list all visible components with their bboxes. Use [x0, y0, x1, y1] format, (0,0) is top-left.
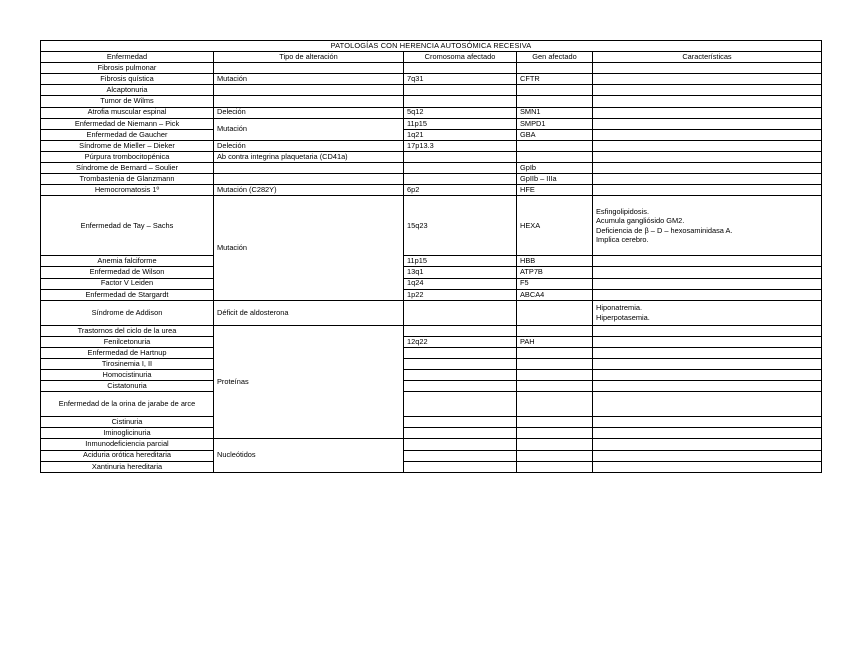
- features-cell: [593, 370, 822, 381]
- table-row: [41, 347, 822, 358]
- table-row: [41, 74, 822, 85]
- chromosome-cell: 1q24: [404, 278, 517, 289]
- type-cell: Deleción: [214, 140, 404, 151]
- features-cell: [593, 347, 822, 358]
- gene-cell: [517, 300, 593, 325]
- features-cell: [593, 196, 822, 256]
- disease-cell: Tirosinemia I, II: [41, 358, 214, 369]
- features-cell: [593, 96, 822, 107]
- gene-cell: [517, 381, 593, 392]
- table-row: [41, 96, 822, 107]
- gene-cell: GpIb: [517, 163, 593, 174]
- type-cell: Nucleótidos: [214, 439, 404, 472]
- document-sheet: [40, 40, 822, 473]
- chromosome-cell: [404, 370, 517, 381]
- chromosome-cell: [404, 347, 517, 358]
- disease-cell: Trombastenia de Glanzmann: [41, 174, 214, 185]
- table-row: [41, 107, 822, 118]
- gene-cell: GpIIb – IIIa: [517, 174, 593, 185]
- type-cell: [214, 96, 404, 107]
- gene-cell: ATP7B: [517, 267, 593, 278]
- disease-cell: Atrofia muscular espinal: [41, 107, 214, 118]
- table-row: [41, 163, 822, 174]
- table-row: [41, 151, 822, 162]
- gene-cell: [517, 151, 593, 162]
- header-row: [41, 52, 822, 63]
- disease-cell: Iminoglicinuria: [41, 428, 214, 439]
- disease-cell: Púrpura trombocitopénica: [41, 151, 214, 162]
- chromosome-cell: [404, 392, 517, 417]
- table-row: [41, 461, 822, 472]
- disease-cell: Hemocromatosis 1º: [41, 185, 214, 196]
- gene-cell: [517, 461, 593, 472]
- features-cell: [593, 289, 822, 300]
- gene-cell: [517, 428, 593, 439]
- chromosome-cell: [404, 381, 517, 392]
- table-row: [41, 196, 822, 256]
- chromosome-cell: [404, 163, 517, 174]
- gene-cell: [517, 63, 593, 74]
- features-cell: [593, 325, 822, 336]
- gene-cell: [517, 347, 593, 358]
- feature-line: Acumula gangliósido GM2.: [596, 216, 685, 226]
- disease-cell: Enfermedad de la orina de jarabe de arce: [41, 392, 214, 417]
- chromosome-cell: 1q21: [404, 129, 517, 140]
- table-row: [41, 140, 822, 151]
- disease-cell: Homocistinuria: [41, 370, 214, 381]
- type-cell: [214, 174, 404, 185]
- disease-cell: Cistatonuria: [41, 381, 214, 392]
- gene-cell: [517, 392, 593, 417]
- disease-cell: Síndrome de Addison: [41, 300, 214, 325]
- table-row: [41, 336, 822, 347]
- disease-cell: Síndrome de Bernard – Soulier: [41, 163, 214, 174]
- chromosome-cell: [404, 358, 517, 369]
- disease-cell: Trastornos del ciclo de la urea: [41, 325, 214, 336]
- type-cell: [214, 163, 404, 174]
- table-row: [41, 118, 822, 129]
- chromosome-cell: [404, 300, 517, 325]
- gene-cell: SMPD1: [517, 118, 593, 129]
- table-row: [41, 381, 822, 392]
- chromosome-cell: [404, 151, 517, 162]
- chromosome-cell: [404, 63, 517, 74]
- gene-cell: GBA: [517, 129, 593, 140]
- type-cell: Ab contra integrina plaquetaria (CD41a): [214, 151, 404, 162]
- gene-cell: PAH: [517, 336, 593, 347]
- chromosome-cell: [404, 325, 517, 336]
- gene-cell: [517, 325, 593, 336]
- features-cell: [593, 428, 822, 439]
- gene-cell: SMN1: [517, 107, 593, 118]
- gene-cell: [517, 85, 593, 96]
- features-cell: [593, 185, 822, 196]
- gene-cell: ABCA4: [517, 289, 593, 300]
- features-cell: [593, 417, 822, 428]
- chromosome-cell: 11p15: [404, 118, 517, 129]
- feature-line: Hiponatremia.: [596, 303, 643, 313]
- features-cell: [593, 461, 822, 472]
- table-row: [41, 85, 822, 96]
- chromosome-cell: 7q31: [404, 74, 517, 85]
- chromosome-cell: [404, 417, 517, 428]
- gene-cell: HEXA: [517, 196, 593, 256]
- disease-cell: Fibrosis quística: [41, 74, 214, 85]
- table-row: [41, 63, 822, 74]
- type-cell: [214, 63, 404, 74]
- disease-cell: Factor V Leiden: [41, 278, 214, 289]
- header-features: Características: [593, 52, 822, 63]
- features-cell: [593, 278, 822, 289]
- disease-cell: Anemia falciforme: [41, 256, 214, 267]
- features-cell: [593, 300, 822, 325]
- type-cell: Mutación (C282Y): [214, 185, 404, 196]
- type-cell: Mutación: [214, 196, 404, 300]
- features-cell: [593, 381, 822, 392]
- features-cell: [593, 163, 822, 174]
- table-row: [41, 370, 822, 381]
- chromosome-cell: 1p22: [404, 289, 517, 300]
- gene-cell: HFE: [517, 185, 593, 196]
- chromosome-cell: 13q1: [404, 267, 517, 278]
- table-row: [41, 392, 822, 417]
- table-row: [41, 267, 822, 278]
- disease-cell: Enfermedad de Stargardt: [41, 289, 214, 300]
- table-row: [41, 325, 822, 336]
- gene-cell: CFTR: [517, 74, 593, 85]
- table-row: [41, 129, 822, 140]
- disease-cell: Síndrome de Mieller – Dieker: [41, 140, 214, 151]
- disease-cell: Inmunodeficiencia parcial: [41, 439, 214, 450]
- features-cell: [593, 63, 822, 74]
- table-row: [41, 185, 822, 196]
- type-cell: [214, 85, 404, 96]
- chromosome-cell: [404, 428, 517, 439]
- type-cell: Déficit de aldosterona: [214, 300, 404, 325]
- gene-cell: [517, 96, 593, 107]
- gene-cell: [517, 450, 593, 461]
- feature-line: Implica cerebro.: [596, 235, 649, 245]
- table-title: PATOLOGÍAS CON HERENCIA AUTOSÓMICA RECESIVA: [41, 41, 822, 52]
- features-cell: [593, 118, 822, 129]
- chromosome-cell: 12q22: [404, 336, 517, 347]
- disease-cell: Cistinuria: [41, 417, 214, 428]
- chromosome-cell: [404, 450, 517, 461]
- table-row: [41, 289, 822, 300]
- gene-cell: F5: [517, 278, 593, 289]
- chromosome-cell: [404, 85, 517, 96]
- gene-cell: [517, 439, 593, 450]
- disease-cell: Enfermedad de Tay – Sachs: [41, 196, 214, 256]
- features-cell: [593, 450, 822, 461]
- table-row: [41, 300, 822, 325]
- feature-line: Deficiencia de β – D – hexosaminidasa A.: [596, 225, 733, 235]
- header-gene: Gen afectado: [517, 52, 593, 63]
- disease-cell: Aciduria orótica hereditaria: [41, 450, 214, 461]
- type-cell: Deleción: [214, 107, 404, 118]
- chromosome-cell: 5q12: [404, 107, 517, 118]
- header-type: Tipo de alteración: [214, 52, 404, 63]
- features-cell: [593, 140, 822, 151]
- table-row: [41, 439, 822, 450]
- table-row: [41, 256, 822, 267]
- type-cell: Proteínas: [214, 325, 404, 439]
- type-cell: Mutación: [214, 118, 404, 140]
- gene-cell: [517, 370, 593, 381]
- chromosome-cell: [404, 96, 517, 107]
- table-row: [41, 358, 822, 369]
- features-cell: [593, 392, 822, 417]
- table-row: [41, 428, 822, 439]
- chromosome-cell: [404, 461, 517, 472]
- chromosome-cell: 15q23: [404, 196, 517, 256]
- disease-cell: Tumor de Wilms: [41, 96, 214, 107]
- table-row: [41, 174, 822, 185]
- disease-cell: Fenilcetonuria: [41, 336, 214, 347]
- feature-line: Hiperpotasemia.: [596, 312, 650, 322]
- features-cell: [593, 267, 822, 278]
- table-row: [41, 278, 822, 289]
- features-cell: [593, 174, 822, 185]
- disease-cell: Enfermedad de Hartnup: [41, 347, 214, 358]
- table-row: [41, 450, 822, 461]
- disease-cell: Enfermedad de Wilson: [41, 267, 214, 278]
- type-cell: Mutación: [214, 74, 404, 85]
- gene-cell: [517, 140, 593, 151]
- chromosome-cell: [404, 439, 517, 450]
- disease-cell: Enfermedad de Gaucher: [41, 129, 214, 140]
- features-cell: [593, 256, 822, 267]
- features-cell: [593, 439, 822, 450]
- features-cell: [593, 151, 822, 162]
- features-cell: [593, 358, 822, 369]
- disease-cell: Fibrosis pulmonar: [41, 63, 214, 74]
- feature-line: Esfingolipidosis.: [596, 206, 649, 216]
- header-disease: Enfermedad: [41, 52, 214, 63]
- gene-cell: [517, 358, 593, 369]
- disease-table: [40, 40, 822, 473]
- disease-cell: Alcaptonuria: [41, 85, 214, 96]
- disease-cell: Xantinuria hereditaria: [41, 461, 214, 472]
- features-cell: [593, 129, 822, 140]
- title-row: [41, 41, 822, 52]
- gene-cell: HBB: [517, 256, 593, 267]
- header-chromosome: Cromosoma afectado: [404, 52, 517, 63]
- chromosome-cell: [404, 174, 517, 185]
- features-cell: [593, 74, 822, 85]
- chromosome-cell: 11p15: [404, 256, 517, 267]
- features-cell: [593, 107, 822, 118]
- features-cell: [593, 85, 822, 96]
- disease-cell: Enfermedad de Niemann – Pick: [41, 118, 214, 129]
- chromosome-cell: 17p13.3: [404, 140, 517, 151]
- chromosome-cell: 6p2: [404, 185, 517, 196]
- features-cell: [593, 336, 822, 347]
- gene-cell: [517, 417, 593, 428]
- table-row: [41, 417, 822, 428]
